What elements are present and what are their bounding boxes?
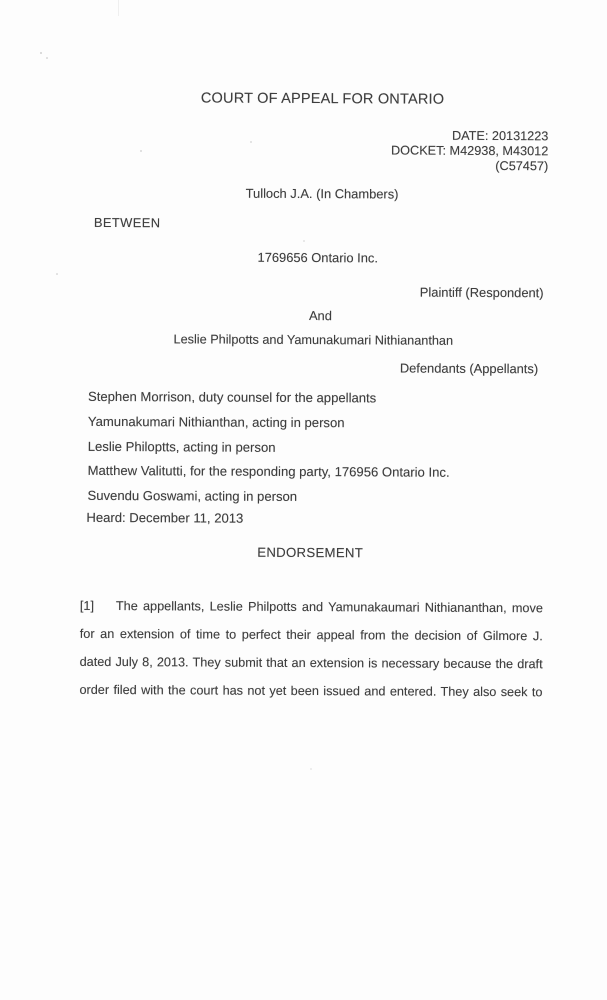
plaintiff-name: 1769656 Ontario Inc. [257, 249, 378, 266]
appearance-line-goswami: Suvendu Goswami, acting in person [87, 488, 298, 505]
scan-speck [46, 57, 48, 59]
paragraph-number: [1] [79, 598, 95, 613]
endorsement-heading: ENDORSEMENT [257, 544, 364, 561]
date-line: DATE: 20131223 [451, 128, 549, 144]
and-label: And [308, 308, 332, 324]
scan-speck [56, 273, 58, 275]
paragraph-line-2: for an extension of time to perfect their appeal from the decision of Gilmore J. [79, 626, 543, 644]
file-number-line: (C57457) [495, 158, 549, 173]
judge-line: Tulloch J.A. (In Chambers) [245, 185, 399, 202]
scan-speck [40, 52, 42, 54]
docket-line: DOCKET: M42938, M43012 [391, 143, 549, 159]
appearance-line-nithianthan: Yamunakumari Nithianthan, acting in person [87, 413, 345, 431]
paragraph-line-1-text: The appellants, Leslie Philpotts and Yamunakaumari Nithiananthan, move [115, 599, 543, 616]
endorsement-paragraph-1 [79, 592, 543, 706]
heard-line: Heard: December 11, 2013 [86, 509, 244, 526]
paragraph-line-4: order filed with the court has not yet been issued and entered. They also seek to [79, 682, 543, 700]
appearance-line-counsel: Stephen Morrison, duty counsel for the appellants [87, 388, 377, 406]
scan-speck [250, 141, 252, 143]
appearance-line-philoptts: Leslie Philoptts, acting in person [87, 438, 276, 455]
appearance-line-valitutti: Matthew Valitutti, for the responding party, 176956 Ontario Inc. [87, 463, 450, 481]
court-title: COURT OF APPEAL FOR ONTARIO [200, 90, 445, 108]
scan-speck [140, 150, 142, 152]
paragraph-line-1 [80, 592, 543, 622]
defendants-name: Leslie Philpotts and Yamunakumari Nithiananthan [173, 332, 454, 348]
scan-hairline [118, 0, 119, 16]
paragraph-line-3: dated July 8, 2013. They submit that an extension is necessary because the draft [79, 654, 543, 672]
between-label: BETWEEN [93, 214, 161, 231]
appearances-block [87, 385, 450, 511]
scan-speck [303, 240, 305, 242]
plaintiff-role: Plaintiff (Respondent) [419, 284, 544, 301]
meta-block [391, 128, 548, 173]
scan-speck [310, 768, 312, 770]
defendants-role: Defendants (Appellants) [399, 360, 539, 377]
